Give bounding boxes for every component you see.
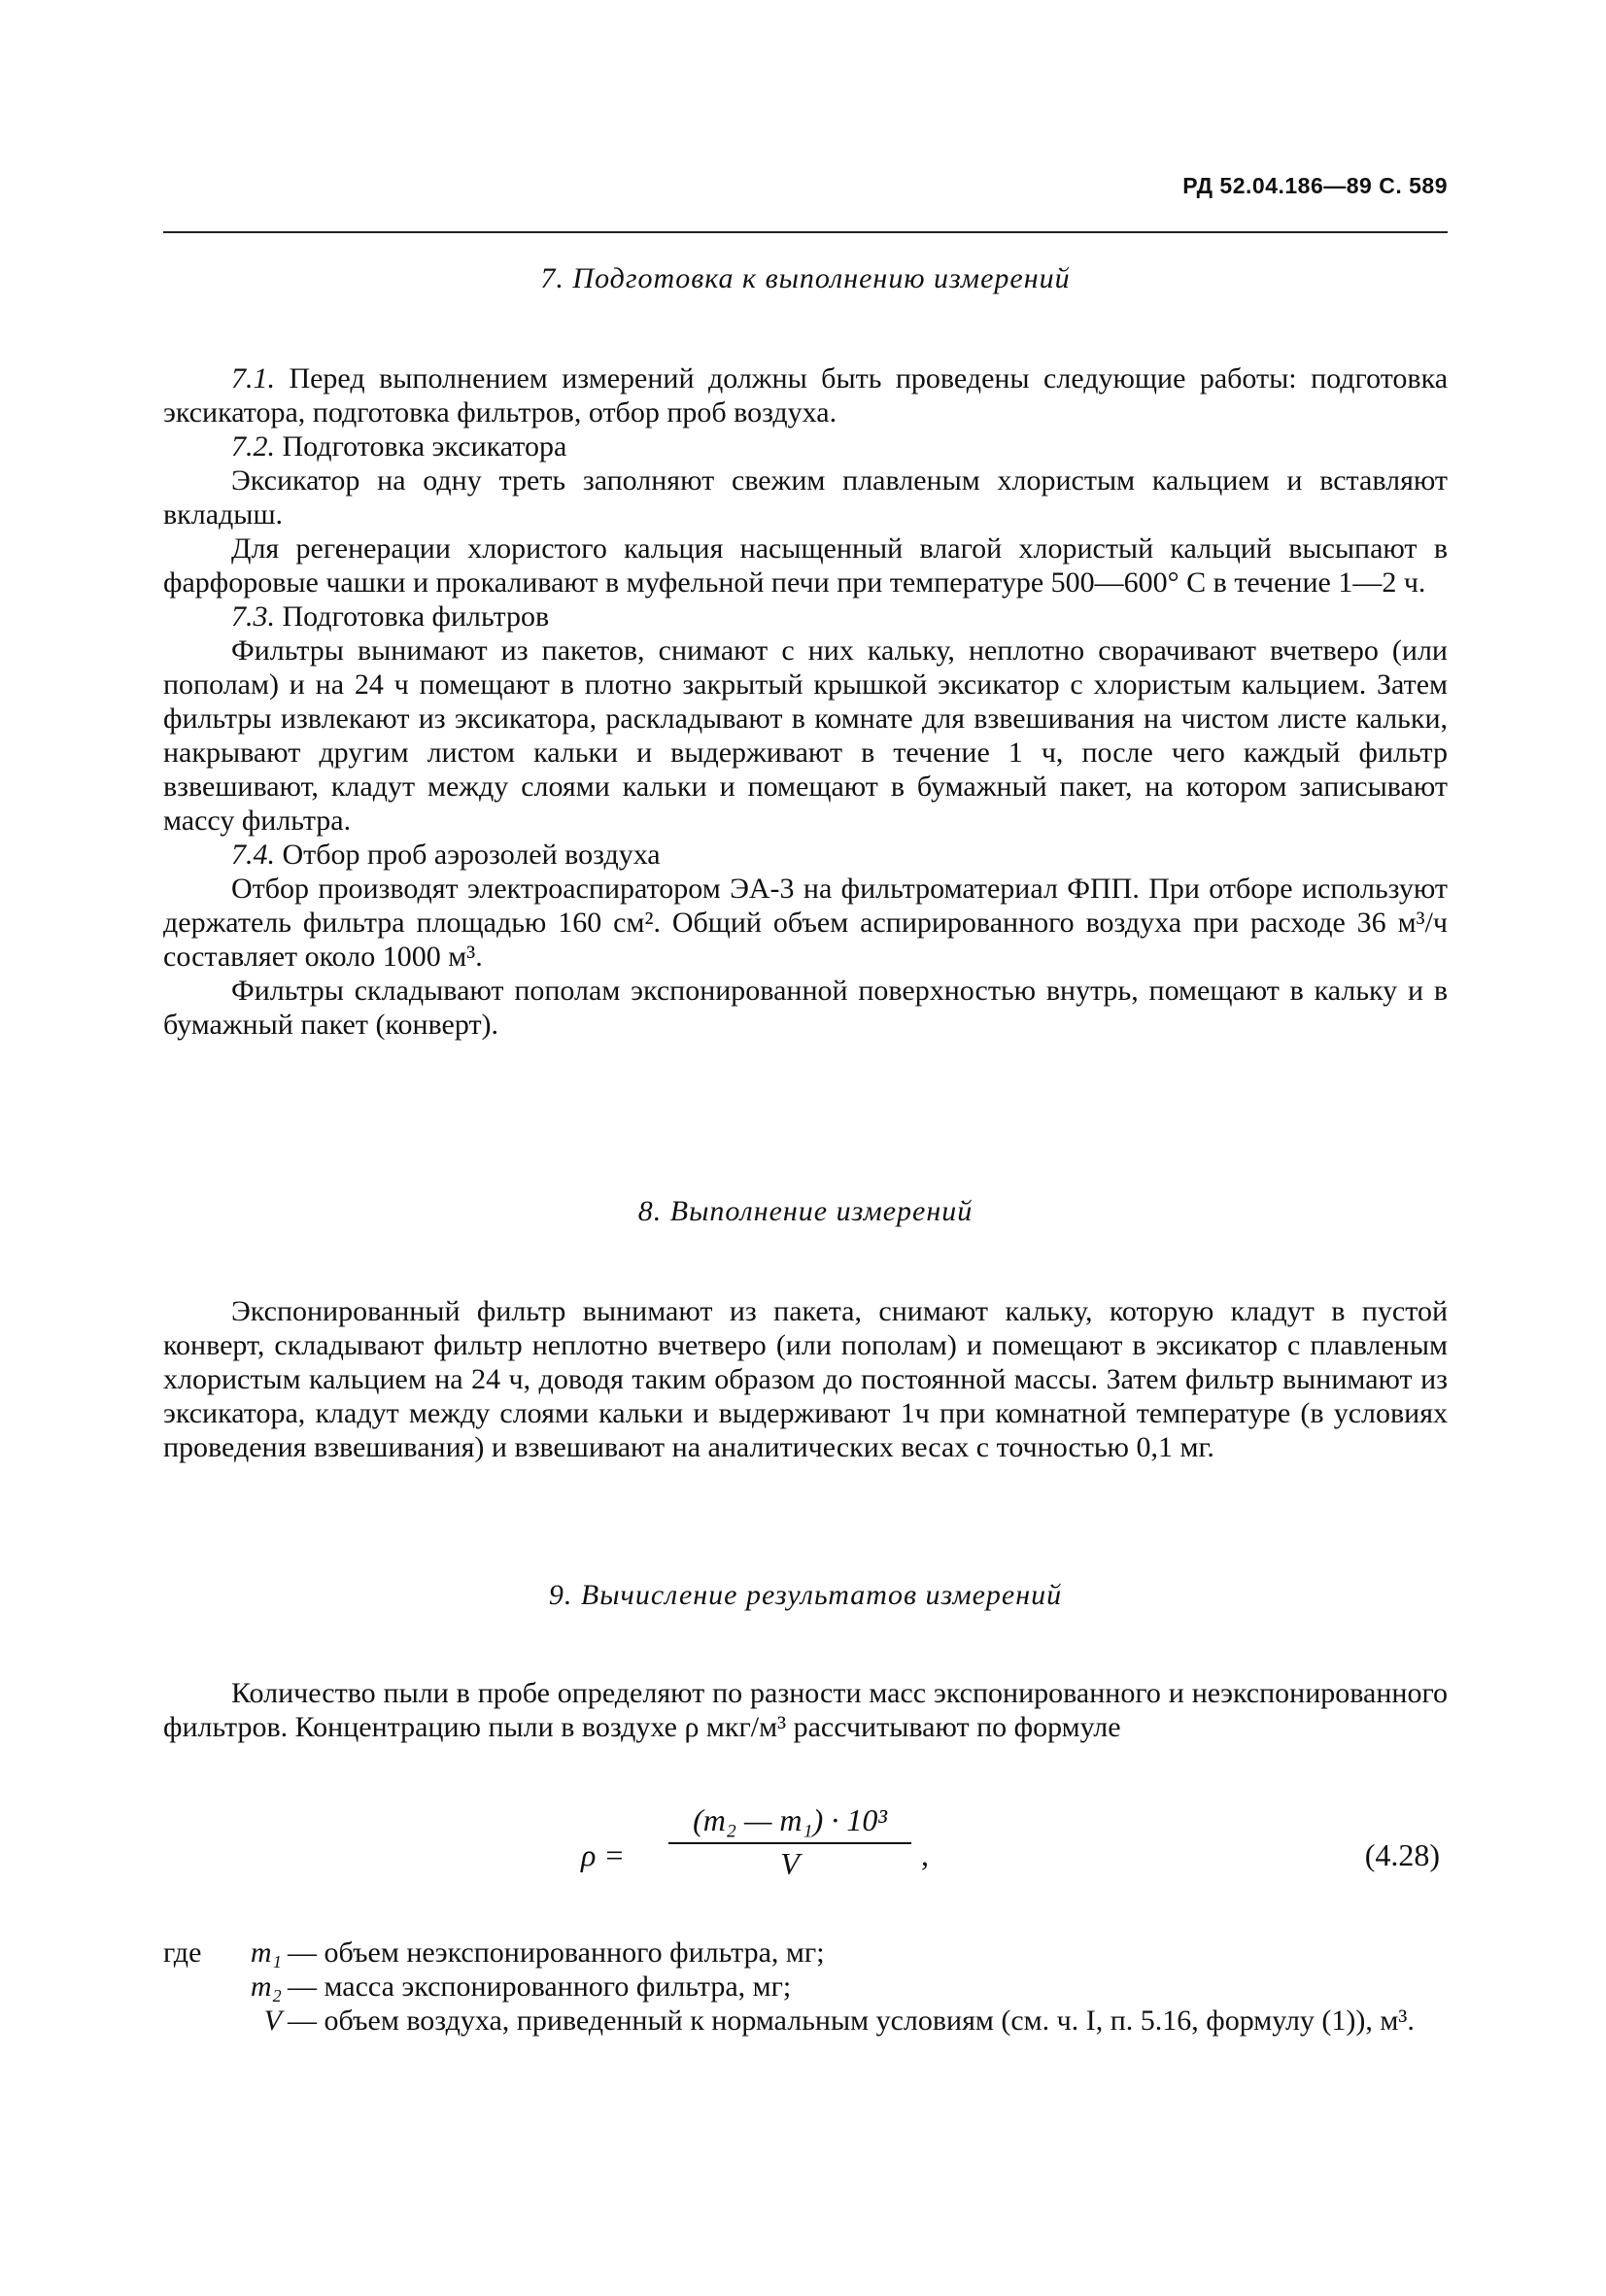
- definition-row: [163, 1970, 1448, 2004]
- paragraph-calculation: Количество пыли в пробе определяют по разности масс экспонированного и неэкспонированного фильтров. Концентрацию пыли в воздухе ρ мкг/м³ рассчитывают по формуле: [163, 1677, 1448, 1743]
- variable-definitions: [163, 1936, 1448, 2038]
- paragraph-sampling: Отбор производят электроаспиратором ЭА-3 на фильтроматериал ФПП. При отборе используют держатель фильтра площадью 160 см². Общий объем аспирированного воздуха при расходе 36 м³/ч составляет около 1000 м³.: [163, 873, 1448, 973]
- paragraph-text: Подготовка фильтров: [282, 600, 550, 633]
- paragraph-filter-prep: Фильтры вынимают из пакетов, снимают с них кальку, неплотно сворачивают вчетверо (или пополам) и на 24 ч помещают в плотно закрытый крышкой эксикатор с хлористым кальцием. Затем фильтры извлекают из эксикатора, раскладывают в комнате для взвешивания на чистом листе кальки, накрывают другим листом кальки и выдерживают в течение 1 ч, после чего каждый фильтр взвешивают, кладут между слоями кальки и помещают в бумажный пакет, на котором записывают массу фильтра.: [163, 634, 1448, 837]
- paragraph-7-2: [163, 429, 1448, 463]
- where-label: где: [163, 1936, 202, 1969]
- formula-4-28: [163, 1802, 1448, 1919]
- page-header-reference: РД 52.04.186—89 С. 589: [1182, 173, 1448, 198]
- paragraph-text: Отбор проб аэрозолей воздуха: [282, 839, 661, 871]
- paragraph-filter-folding: Фильтры складывают пополам экспонированной поверхностью внутрь, помещают в кальку и в бумажный пакет (конверт).: [163, 975, 1448, 1041]
- paragraph-number: 7.1.: [231, 362, 275, 394]
- variable-symbol: V: [263, 2005, 282, 2037]
- paragraph-7-3: [163, 600, 1448, 634]
- paragraph-desiccator-fill: Эксикатор на одну треть заполняют свежим плавленым хлористым кальцием и вставляют вкладыш.: [163, 464, 1448, 531]
- variable-symbol: m₁: [250, 1936, 282, 1969]
- formula-comma: ,: [921, 1837, 929, 1872]
- paragraph-text: Перед выполнением измерений должны быть проведены следующие работы: подготовка эксикатора, подготовка фильтров, отбор проб воздуха.: [163, 362, 1449, 428]
- section-8-title: 8. Выполнение измерений: [637, 1195, 974, 1227]
- formula-numerator: (m₂ — m₁) · 10³: [668, 1802, 911, 1844]
- paragraph-text: Подготовка эксикатора: [282, 430, 567, 463]
- paragraph-number: 7.3.: [231, 600, 275, 633]
- paragraph-regeneration: Для регенерации хлористого кальция насыщенный влагой хлористый кальций высыпают в фарфоровые чашки и прокаливают в муфельной печи при температуре 500—600° С в течение 1—2 ч.: [163, 532, 1448, 599]
- header-divider: [163, 231, 1448, 233]
- variable-description: — масса экспонированного фильтра, мг;: [288, 1970, 792, 2003]
- paragraph-7-1: [163, 361, 1448, 429]
- section-9-body: [163, 1676, 1448, 1744]
- equation-number: (4.28): [1364, 1837, 1440, 1872]
- formula-denominator: V: [780, 1846, 800, 1881]
- formula-fraction: [668, 1802, 911, 1882]
- section-9-title: 9. Вычисление результатов измерений: [548, 1579, 1063, 1611]
- variable-description: — объем воздуха, приведенный к нормальным условиям (см. ч. I, п. 5.16, формулу (1)), м³.: [288, 2005, 1415, 2037]
- paragraph-number: 7.4.: [231, 839, 275, 871]
- definition-row: [163, 2004, 1448, 2038]
- document-page: [163, 146, 1448, 2186]
- section-7-title: 7. Подготовка к выполнению измерений: [540, 262, 1071, 294]
- formula-lhs: ρ =: [581, 1837, 625, 1872]
- variable-description: — объем неэкспонированного фильтра, мг;: [288, 1936, 825, 1969]
- paragraph-number: 7.2.: [231, 430, 275, 463]
- definition-row: [163, 1936, 1448, 1970]
- section-7-body: [163, 361, 1448, 1042]
- paragraph-measurement: Экспонированный фильтр вынимают из пакета, снимают кальку, которую кладут в пустой конверт, складывают фильтр неплотно вчетверо (или пополам) и помещают в эксикатор с плавленым хлористым кальцием на 24 ч, доводя таким образом до постоянной массы. Затем фильтр вынимают из эксикатора, кладут между слоями кальки и выдерживают 1ч при комнатной температуре (в условиях проведения взвешивания) и взвешивают на аналитических весах с точностью 0,1 мг.: [163, 1295, 1448, 1463]
- section-8-body: [163, 1294, 1448, 1464]
- paragraph-7-4: [163, 838, 1448, 872]
- variable-symbol: m₂: [250, 1970, 282, 2003]
